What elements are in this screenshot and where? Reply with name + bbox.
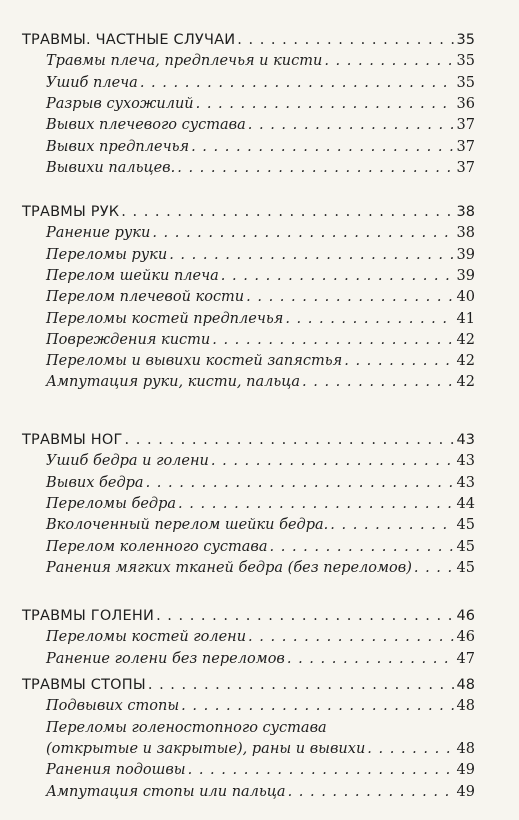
toc-entry-text: Переломы бедра [46, 495, 177, 512]
dot-leader [414, 559, 455, 577]
toc-entry-text: Вывих плечевого сустава [46, 117, 246, 134]
dot-leader [237, 31, 454, 49]
section-heading-page-number: 35 [456, 32, 475, 48]
toc-entry-text: Ранения мягких тканей бедра (без переломов) [46, 559, 412, 576]
toc-entry-page-number: 35 [456, 74, 475, 91]
toc-entry-continuation [46, 740, 475, 758]
toc-entry-text: Переломы костей голени [46, 629, 247, 646]
dot-leader [152, 224, 454, 242]
toc-entry-page-number: 45 [456, 538, 475, 555]
toc-entry-text: Вколоченный перелом шейки бедра. [46, 517, 329, 534]
toc-entry-page-number: 45 [456, 559, 475, 576]
toc-entry-page-number: 35 [456, 53, 475, 70]
toc-entry [46, 267, 475, 285]
toc-entry-text: Переломы голеностопного сустава [46, 719, 327, 736]
toc-entry-text: Переломы руки [46, 246, 168, 263]
dot-leader [148, 676, 455, 694]
toc-entry [46, 761, 475, 779]
toc-entry [46, 495, 475, 513]
toc-entry [46, 116, 475, 134]
dot-leader [330, 516, 454, 534]
toc-entry-text: Разрыв сухожилий [46, 95, 194, 112]
dot-leader [324, 52, 454, 70]
dot-leader [287, 650, 455, 668]
toc-entry [46, 95, 475, 113]
dot-leader [302, 373, 455, 391]
toc-entry-page-number: 42 [456, 353, 475, 370]
toc-entry-continuation-text: (открытые и закрытые), раны и вывихи [46, 740, 366, 757]
toc-entry-text: Ранения подошвы [46, 762, 186, 779]
toc-entry-text: Вывих бедра [46, 474, 144, 491]
toc-entry-page-number: 42 [456, 374, 475, 391]
toc-entry [46, 452, 475, 470]
section-heading [22, 31, 475, 49]
dot-leader [344, 352, 454, 370]
toc-entry-page-number: 40 [456, 289, 475, 306]
toc-entry-page-number: 38 [456, 225, 475, 242]
toc-entry-page-number: 37 [456, 117, 475, 134]
dot-leader [188, 761, 455, 779]
toc-entry [46, 719, 475, 737]
toc-entry [46, 538, 475, 556]
toc-entry-page-number: 37 [456, 138, 475, 155]
toc-entry [46, 331, 475, 349]
section-heading [22, 676, 475, 694]
toc-entry-page-number: 41 [456, 310, 475, 327]
section-heading-page-number: 48 [456, 677, 475, 693]
toc-entry [46, 138, 475, 156]
section-heading-page-number: 38 [456, 204, 475, 220]
toc-entry-text: Ранение руки [46, 225, 151, 242]
toc-entry [46, 74, 475, 92]
section-heading-text: ТРАВМЫ ГОЛЕНИ [22, 608, 155, 624]
toc-entry [46, 288, 475, 306]
toc-entry [46, 224, 475, 242]
dot-leader [248, 628, 455, 646]
toc-entry-text: Травмы плеча, предплечья и кисти [46, 53, 323, 70]
toc-entry-page-number: 42 [456, 331, 475, 348]
toc-entry-page-number: 49 [456, 783, 475, 800]
toc-entry-page-number: 37 [456, 159, 475, 176]
toc-entry-page-number: 44 [456, 495, 475, 512]
toc-entry-page-number: 43 [456, 474, 475, 491]
toc-entry-page-number: 39 [456, 246, 475, 263]
toc-entry [46, 650, 475, 668]
toc-entry [46, 559, 475, 577]
dot-leader [288, 783, 455, 801]
dot-leader [181, 697, 454, 715]
toc-entry [46, 697, 475, 715]
toc-entry-text: Вывихи пальцев. [46, 159, 176, 176]
toc-entry-page-number: 45 [456, 517, 475, 534]
dot-leader [221, 267, 455, 285]
dot-leader [169, 246, 454, 264]
dot-leader [196, 95, 455, 113]
dot-leader [146, 474, 455, 492]
toc-entry-page-number: 47 [456, 650, 475, 667]
dot-leader [125, 431, 455, 449]
toc-entry [46, 52, 475, 70]
section-heading-text: ТРАВМЫ РУК [22, 204, 120, 220]
toc-entry-page-number: 36 [456, 95, 475, 112]
toc-entry-text: Перелом плечевой кости [46, 289, 245, 306]
toc-entry-text: Перелом шейки плеча [46, 267, 219, 284]
section-heading-page-number: 43 [456, 432, 475, 448]
toc-entry [46, 783, 475, 801]
toc-entry-text: Перелом коленного сустава [46, 538, 268, 555]
toc-entry-text: Ранение голени без переломов [46, 650, 285, 667]
toc-entry [46, 352, 475, 370]
toc-entry-continuation-page-number: 48 [456, 740, 475, 757]
toc-entry [46, 310, 475, 328]
toc-entry-text: Переломы костей предплечья [46, 310, 284, 327]
toc-entry-text: Переломы и вывихи костей запястья [46, 353, 343, 370]
dot-leader [177, 159, 454, 177]
section-heading [22, 431, 475, 449]
section-heading-page-number: 46 [456, 608, 475, 624]
toc-entry-text: Вывих предплечья [46, 138, 190, 155]
section-heading-text: ТРАВМЫ. ЧАСТНЫЕ СЛУЧАИ [22, 32, 236, 48]
toc-entry-text: Ушиб плеча [46, 74, 138, 91]
dot-leader [191, 138, 454, 156]
toc-entry-text: Ампутация стопы или пальца [46, 783, 286, 800]
dot-leader [246, 288, 454, 306]
section-heading [22, 607, 475, 625]
toc-entry [46, 628, 475, 646]
toc-entry [46, 246, 475, 264]
toc-entry [46, 516, 475, 534]
section-heading-text: ТРАВМЫ СТОПЫ [22, 677, 146, 693]
dot-leader [121, 203, 454, 221]
toc-entry-page-number: 46 [456, 629, 475, 646]
toc-entry-page-number: 43 [456, 453, 475, 470]
toc-entry [46, 373, 475, 391]
dot-leader [140, 74, 455, 92]
dot-leader [248, 116, 455, 134]
dot-leader [178, 495, 455, 513]
dot-leader [367, 740, 454, 758]
dot-leader [211, 452, 455, 470]
toc-entry [46, 159, 475, 177]
dot-leader [156, 607, 454, 625]
section-heading [22, 203, 475, 221]
toc-entry-text: Ушиб бедра и голени [46, 453, 209, 470]
dot-leader [212, 331, 454, 349]
toc-entry-text: Ампутация руки, кисти, пальца [46, 374, 301, 391]
toc-entry-page-number: 48 [456, 698, 475, 715]
toc-entry-page-number: 49 [456, 762, 475, 779]
dot-leader [270, 538, 455, 556]
toc-entry-text: Подвывих стопы [46, 698, 180, 715]
section-heading-text: ТРАВМЫ НОГ [22, 432, 123, 448]
toc-entry [46, 474, 475, 492]
toc-entry-text: Повреждения кисти [46, 331, 211, 348]
toc-entry-page-number: 39 [456, 267, 475, 284]
dot-leader [285, 310, 454, 328]
